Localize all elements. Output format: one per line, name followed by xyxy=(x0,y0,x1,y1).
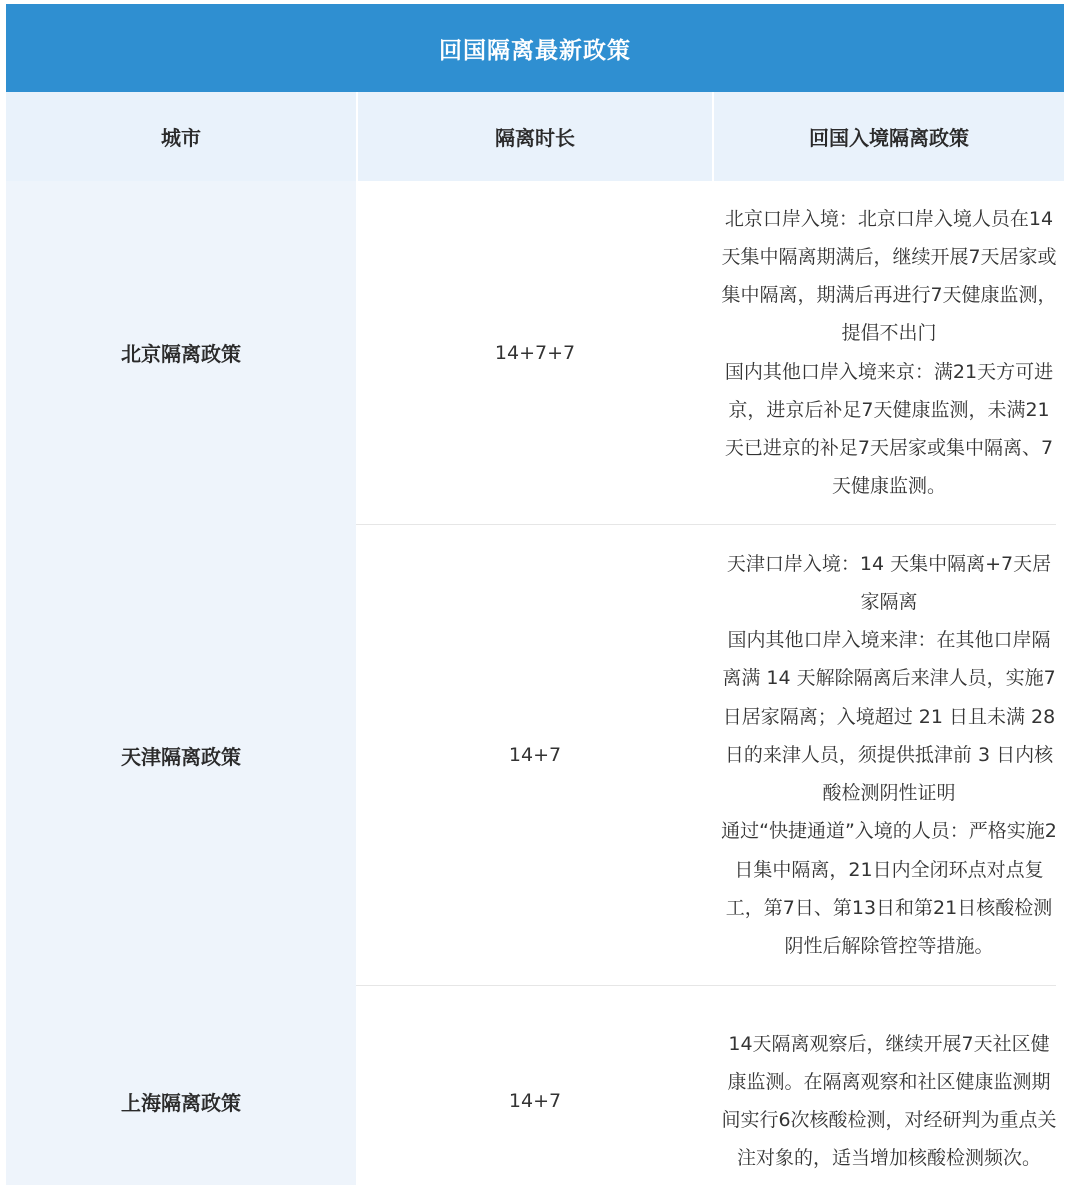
duration-value: 14+7 xyxy=(508,744,562,766)
header-row xyxy=(6,92,1064,181)
policy-text xyxy=(721,200,1057,506)
header-city: 城市 xyxy=(161,126,201,150)
city-name: 上海隔离政策 xyxy=(121,1090,241,1115)
header-duration: 隔离时长 xyxy=(495,126,575,150)
policy-paragraph: 国内其他口岸入境来津：在其他口岸隔离满 14 天解除隔离后来津人员，实施7日居家隔离；入境超过 21 日且未满 28 日的来津人员，须提供抵津前 3 日内核酸检测阴性证明 xyxy=(722,629,1056,805)
policy-paragraph: 北京口岸入境：北京口岸入境人员在14天集中隔离期满后，继续开展7天居家或集中隔离，期满后再进行7天健康监测，提倡不出门 xyxy=(721,207,1057,345)
policy-paragraph: 通过“快捷通道”入境的人员：严格实施2日集中隔离，21日内全闭环点对点复工，第7日、第13日和第21日核酸检测阴性后解除管控等措施。 xyxy=(721,820,1057,957)
policy-text xyxy=(721,1025,1057,1178)
policy-paragraph: 天津口岸入境：14 天集中隔离+7天居家隔离 xyxy=(726,552,1052,614)
policy-text xyxy=(721,545,1057,965)
table-row xyxy=(6,181,1064,524)
header-policy: 回国入境隔离政策 xyxy=(809,126,969,150)
table-row xyxy=(6,986,1064,1185)
city-name: 北京隔离政策 xyxy=(121,342,241,366)
table-title: 回国隔离最新政策 xyxy=(6,4,1064,92)
policy-paragraph: 14天隔离观察后，继续开展7天社区健康监测。在隔离观察和社区健康监测期间实行6次核酸检测，对经研判为重点关注对象的，适当增加核酸检测频次。 xyxy=(721,1032,1057,1170)
duration-value: 14+7+7 xyxy=(494,341,576,364)
city-name: 天津隔离政策 xyxy=(121,744,241,769)
table-row xyxy=(6,525,1064,985)
column-divider xyxy=(712,92,714,181)
policy-paragraph: 国内其他口岸入境来京：满21天方可进京，进京后补足7天健康监测，未满21天已进京的补足7天居家或集中隔离、7天健康监测。 xyxy=(724,360,1054,498)
policy-table xyxy=(6,4,1064,1185)
duration-value: 14+7 xyxy=(508,1090,562,1112)
